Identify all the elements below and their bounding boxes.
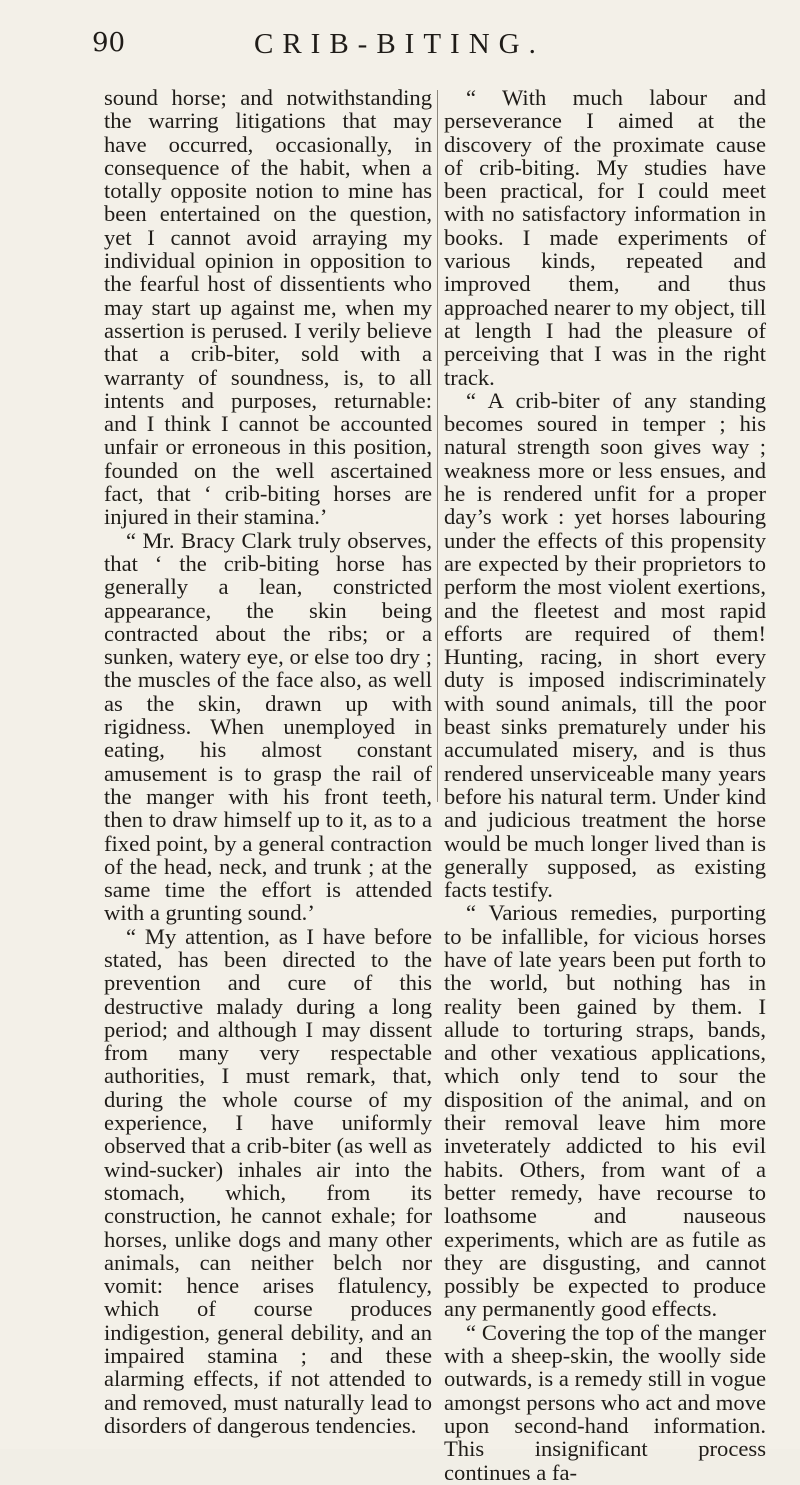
running-head: CRIB-BITING.: [254, 28, 545, 60]
right-paragraph-1: “ With much labour and perseverance I aimed at the discovery of the proximate cause of crib-biting. My studies have been practical, for I could meet with no satisfactory information in books. I made experiments of various kinds, repeated and improved them, and thus approached nearer to my object, till at length I had the pleasure of perceiving that I was in the right track.: [444, 85, 766, 390]
left-paragraph-3: “ My attention, as I have before stated, has been directed to the prevention and cure of this destructive malady during a long period; and although I may dissent from many very respectable authorities, I must remark, that, during the whole course of my experience, I have uniformly observed that a crib-biter (as well as wind-sucker) inhales air into the stomach, which, from its construction, he cannot exhale; for horses, unlike dogs and many other animals, can neither belch nor vomit: hence arises flatulency, which of course produces indigestion, general debility, and an impaired stamina ; and these alarming effects, if not attended to and removed, must naturally lead to disorders of dangerous tendencies.: [104, 923, 432, 1438]
column-divider: [437, 90, 438, 802]
right-paragraph-4: “ Covering the top of the manger with a sheep-skin, the woolly side outwards, is a remedy still in vogue amongst persons who act and move upon second-hand information. This insignificant process continues a fa-: [444, 1319, 766, 1485]
left-paragraph-2: “ Mr. Bracy Clark truly observes, that ‘ the crib-biting horse has generally a lean, constricted appearance, the skin being contracted about the ribs; or a sunken, watery eye, or else too dry ; the muscles of the face also, as well as the skin, drawn up with rigidness. When unemployed in eating, his almost constant amusement is to grasp the rail of the manger with his front teeth, then to draw himself up to it, as to a fixed point, by a general contraction of the head, neck, and trunk ; at the same time the effort is attended with a grunting sound.’: [104, 527, 432, 926]
right-paragraph-2: “ A crib-biter of any standing becomes soured in temper ; his natural strength soon gives way ; weakness more or less ensues, and he is rendered unfit for a proper day’s work : yet horses labouring under the effects of this propensity are expected by their proprietors to perform the most violent exertions, and the fleetest and most rapid efforts are required of them! Hunting, racing, in short every duty is imposed indiscriminately with sound animals, till the poor beast sinks prematurely under his accumulated misery, and is thus rendered unserviceable many years before his natural term. Under kind and judicious treatment the horse would be much longer lived than is generally supposed, as existing facts testify.: [444, 387, 766, 903]
left-paragraph-1: sound horse; and notwithstanding the warring litigations that may have occurred, occasionally, in consequence of the habit, when a totally opposite notion to mine has been entertained on the question, yet I cannot avoid arraying my individual opinion in opposition to the fearful host of dissentients who may start up against me, when my assertion is perused. I verily believe that a crib-biter, sold with a warranty of soundness, is, to all intents and purposes, returnable: and I think I cannot be accounted unfair or erroneous in this position, founded on the well ascertained fact, that ‘ crib-biting horses are injured in their stamina.’: [104, 85, 432, 530]
right-paragraph-3: “ Various remedies, purporting to be infallible, for vicious horses have of late years been put forth to the world, but nothing has in reality been gained by them. I allude to torturing straps, bands, and other vexatious applications, which only tend to sour the disposition of the animal, and on their removal leave him more inveterately addicted to his evil habits. Others, from want of a better remedy, have recourse to loathsome and nauseous experiments, which are as futile as they are disgusting, and cannot possibly be expected to produce any permanently good effects.: [444, 900, 766, 1322]
page-header: [92, 28, 760, 68]
left-column: [104, 86, 432, 1437]
page-number: 90: [92, 28, 126, 58]
right-column: [444, 86, 766, 1484]
